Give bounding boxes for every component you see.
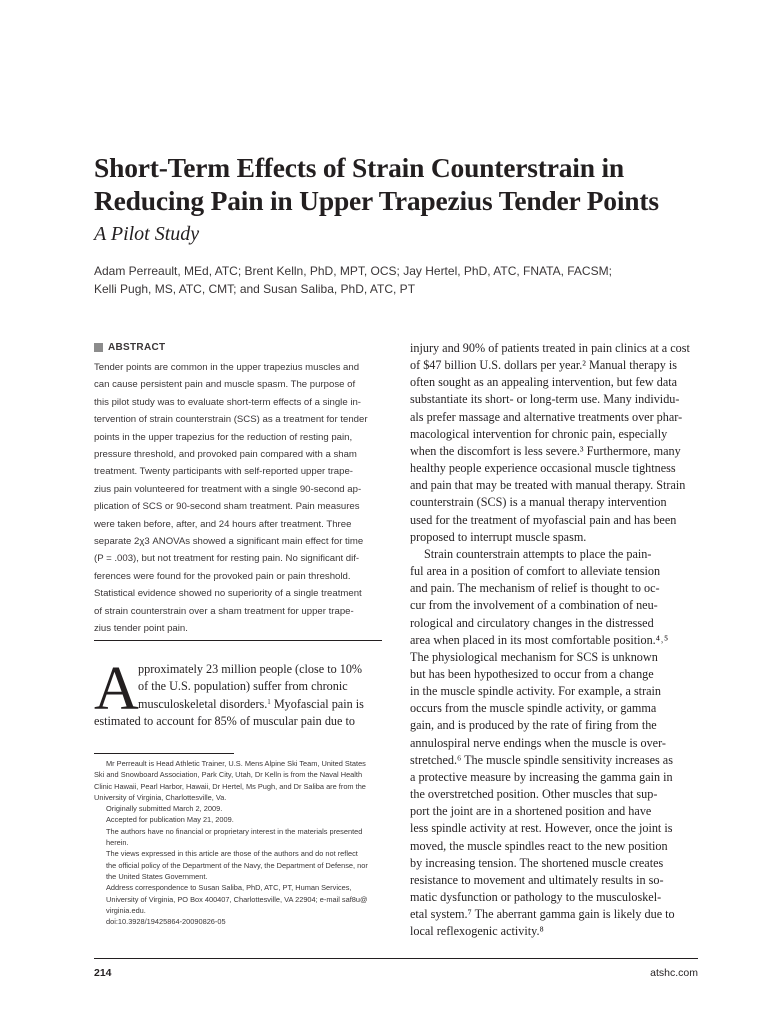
footnote-line: Mr Perreault is Head Athletic Trainer, U.S. Mens Alpine Ski Team, United States: [106, 759, 366, 768]
footnote-line: virginia.edu.: [106, 905, 146, 915]
body-line: and pain that may be treated with manual therapy. Strain: [410, 478, 686, 493]
abstract-line: of strain counterstrain over a sham treatment for upper trape-: [94, 605, 354, 617]
title-line-1: Short-Term Effects of Strain Counterstrain in: [94, 152, 625, 183]
body-line: by increasing tension. The shortened muscle creates: [410, 855, 664, 870]
abstract-line: Statistical evidence showed no superiority of a single treatment: [94, 588, 362, 600]
body-line: less spindle activity at rest. However, once the joint is: [410, 821, 673, 836]
footnote-line: Clinic Hawaii, Pearl Harbor, Hawaii, Dr Hertel, Ms Pugh, and Dr Saliba are from the: [94, 781, 366, 791]
abstract-line: were taken before, after, and 24 hours after treatment. Three: [94, 518, 352, 530]
abstract-line: zius tender point pain.: [94, 623, 188, 635]
body-line: when the discomfort is less severe.³ Furthermore, many: [410, 443, 681, 458]
abstract-line: zius pain volunteered for treatment with a single 90-second ap-: [94, 483, 362, 495]
body-line: The physiological mechanism for SCS is unknown: [410, 649, 658, 664]
site-url: atshc.com: [650, 967, 698, 979]
body-line: etal system.⁷ The aberrant gamma gain is likely due to: [410, 907, 675, 922]
abstract-divider: [94, 640, 382, 641]
body-line: annulospiral nerve endings when the muscle is over-: [410, 735, 666, 750]
body-line: substantiate its short- or long-term use. Many individu-: [410, 392, 680, 407]
footnote-line: Address correspondence to Susan Saliba, PhD, ATC, PT, Human Services,: [106, 883, 352, 893]
body-line: resistance to movement and ultimately results in so-: [410, 872, 664, 887]
body-line: often sought as an appealing intervention, but few data: [410, 375, 678, 390]
intro-line-2: of the U.S. population) suffer from chronic: [138, 679, 348, 694]
footnote-line: The authors have no financial or proprietary interest in the materials presented: [106, 826, 363, 836]
body-line: macological intervention for chronic pain, especially: [410, 426, 668, 441]
footnote-line: University of Virginia, Charlottesville, Va.: [94, 792, 227, 802]
footnote-line: Originally submitted March 2, 2009.: [106, 804, 223, 814]
title-line-2: Reducing Pain in Upper Trapezius Tender Points: [94, 185, 659, 216]
footer-divider: [94, 958, 698, 959]
abstract-line: can cause persistent pain and muscle spasm. The purpose of: [94, 379, 356, 391]
body-line: stretched.⁶ The muscle spindle sensitivity increases as: [410, 752, 673, 767]
body-line: als prefer massage and alternative treatments over phar-: [410, 409, 683, 424]
body-line: healthy people experience occasional muscle tightness: [410, 461, 676, 476]
footnote-line: herein.: [106, 838, 129, 848]
abstract-heading-label: ABSTRACT: [108, 342, 166, 353]
abstract-line: separate 2χ3 ANOVAs showed a significant main effect for time: [94, 536, 364, 548]
article-title: [94, 151, 734, 217]
body-line: matic dysfunction or pathology to the musculoskel-: [410, 890, 662, 904]
footnote-line: doi:10.3928/19425864-20090826-05: [106, 917, 226, 927]
page-number: 214: [94, 967, 112, 979]
body-line: proposed to interrupt muscle spasm.: [410, 529, 587, 544]
body-line: port the joint are in a shortened position and have: [410, 804, 652, 819]
body-line: in the muscle spindle activity. For example, a strain: [410, 684, 662, 699]
abstract-line: tervention of strain counterstrain (SCS) as a treatment for tender: [94, 414, 368, 426]
body-line: cur from the involvement of a combination of neu-: [410, 598, 658, 613]
body-line: and pain. The mechanism of relief is thought to oc-: [410, 581, 660, 596]
footnote-line: the United States Government.: [106, 871, 208, 881]
body-line: used for the treatment of myofascial pain and has been: [410, 512, 677, 527]
abstract-line: this pilot study was to evaluate short-term effects of a single in-: [94, 396, 361, 408]
body-line: Strain counterstrain attempts to place the pain-: [424, 546, 652, 561]
body-line: local reflexogenic activity.⁸: [410, 924, 544, 939]
abstract-line: (P = .003), but not treatment for resting pain. No significant dif-: [94, 553, 360, 565]
footnote-divider: [94, 753, 234, 754]
intro-paragraph: [94, 661, 382, 730]
abstract-line: plication of SCS or 90-second sham treatment. Pain measures: [94, 501, 360, 513]
footnote-line: Ski and Snowboard Association, Park City, Utah, Dr Kelln is from the Naval Health: [94, 770, 363, 780]
author-list: [94, 262, 694, 298]
abstract-line: treatment. Twenty participants with self-reported upper trape-: [94, 466, 353, 478]
square-icon: [94, 343, 103, 352]
body-line: the overstretched position. Other muscles that sup-: [410, 787, 658, 802]
abstract-heading: [94, 342, 165, 353]
authors-line-1: Adam Perreault, MEd, ATC; Brent Kelln, PhD, MPT, OCS; Jay Hertel, PhD, ATC, FNATA, FACSM;: [94, 264, 612, 278]
abstract-line: Tender points are common in the upper trapezius muscles and: [94, 362, 360, 373]
footnote-line: Accepted for publication May 21, 2009.: [106, 815, 234, 825]
footnote-line: the official policy of the Department of the Navy, the Department of Defense, nor: [106, 860, 368, 870]
body-line: injury and 90% of patients treated in pain clinics at a cost: [410, 341, 690, 355]
intro-line-3: musculoskeletal disorders.$^1$ Myofascial pain is: [138, 696, 364, 711]
footnote-line: University of Virginia, PO Box 400407, Charlottesville, VA 22904; e-mail saf8u@: [106, 894, 368, 904]
abstract-line: points in the upper trapezius for the reduction of resting pain,: [94, 431, 353, 443]
body-line: occurs from the muscle spindle activity, or gamma: [410, 701, 657, 716]
body-line: rological and circulatory changes in the distressed: [410, 615, 654, 630]
abstract-text: [94, 359, 382, 638]
footnote-line: The views expressed in this article are those of the authors and do not reflect: [106, 849, 358, 859]
body-line: moved, the muscle spindles react to the new position: [410, 838, 668, 853]
author-footnotes: [94, 758, 382, 927]
body-line: ful area in a position of comfort to alleviate tension: [410, 564, 661, 579]
body-line: counterstrain (SCS) is a manual therapy intervention: [410, 495, 667, 510]
abstract-line: pressure threshold, and provoked pain compared with a sham: [94, 449, 357, 461]
authors-line-2: Kelli Pugh, MS, ATC, CMT; and Susan Saliba, PhD, ATC, PT: [94, 282, 416, 296]
body-line: but has been hypothesized to occur from a change: [410, 666, 654, 681]
drop-cap: A: [94, 655, 139, 723]
abstract-line: ferences were found for the provoked pain or pain threshold.: [94, 570, 351, 582]
intro-line-4: estimated to account for 85% of muscular pain due to: [94, 713, 355, 728]
right-column-text: [410, 340, 698, 940]
body-line: of $47 billion U.S. dollars per year.² Manual therapy is: [410, 358, 677, 373]
body-line: gain, and is produced by the rate of firing from the: [410, 718, 657, 733]
body-line: area when placed in its most comfortable position.⁴˒⁵: [410, 632, 669, 647]
body-line: a protective measure by increasing the gamma gain in: [410, 769, 673, 784]
article-subtitle: A Pilot Study: [94, 223, 200, 245]
intro-line-1: pproximately 23 million people (close to 10%: [138, 662, 363, 676]
